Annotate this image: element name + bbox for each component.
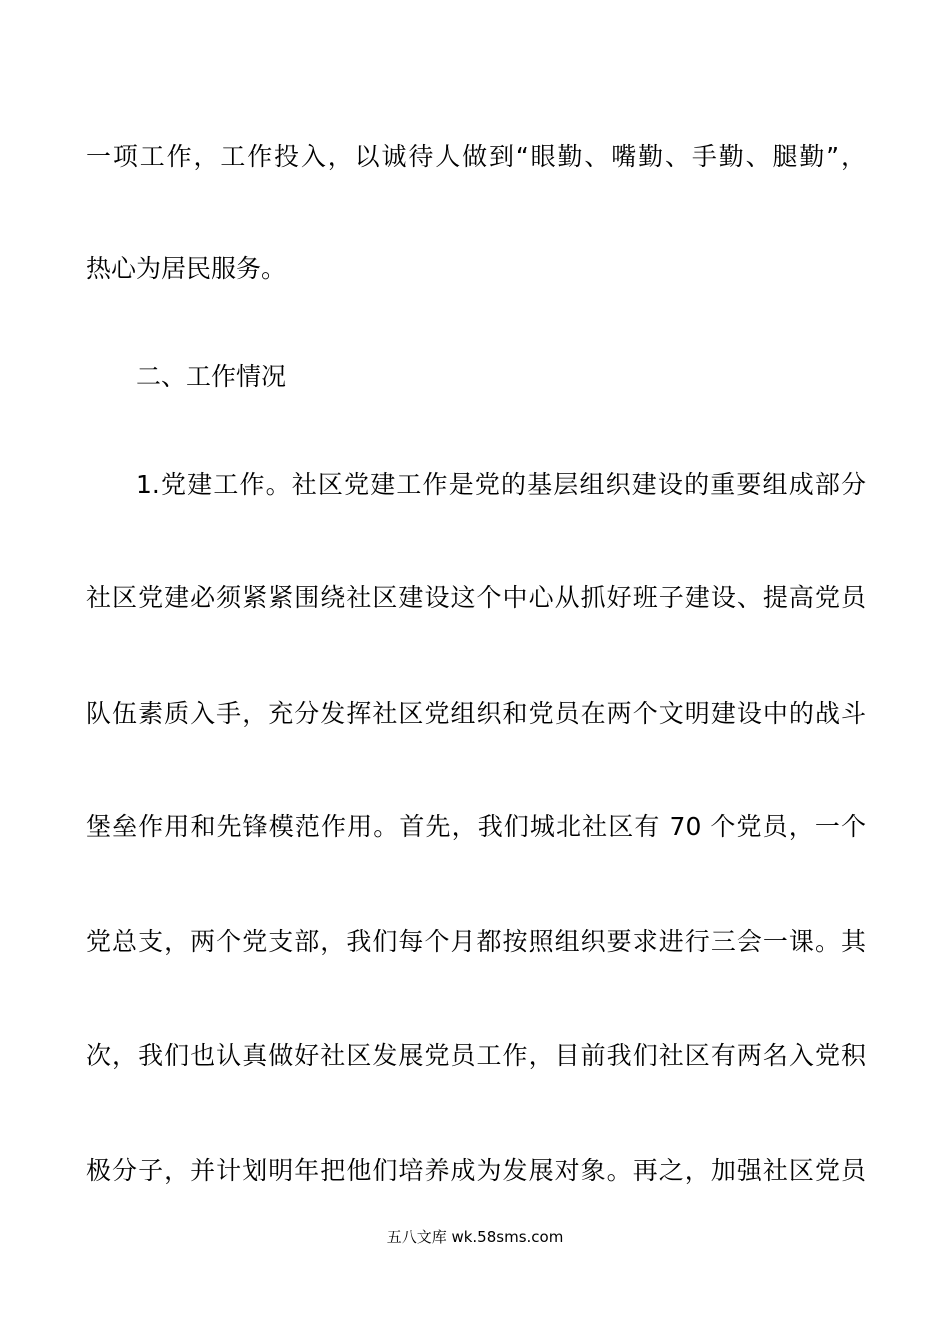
text-line-7: 堡垒作用和先锋模范作用。首先，我们城北社区有 70 个党员，一个 <box>86 812 866 841</box>
text-line-6: 队伍素质入手，充分发挥社区党组织和党员在两个文明建设中的战斗 <box>86 699 866 728</box>
section-heading: 二、工作情况 <box>136 362 287 391</box>
text-line-4: 1.党建工作。社区党建工作是党的基层组织建设的重要组成部分 <box>136 470 866 499</box>
text-line-9: 次，我们也认真做好社区发展党员工作，目前我们社区有两名入党积 <box>86 1041 866 1070</box>
footer-watermark: 五八文库 wk.58sms.com <box>386 1228 564 1246</box>
text-line-10: 极分子，并计划明年把他们培养成为发展对象。再之，加强社区党员 <box>86 1156 866 1185</box>
text-line-2: 热心为居民服务。 <box>86 254 287 283</box>
text-line-1: 一项工作，工作投入，以诚待人做到“眼勤、嘴勤、手勤、腿勤”， <box>86 142 866 171</box>
text-line-8: 党总支，两个党支部，我们每个月都按照组织要求进行三会一课。其 <box>86 927 866 956</box>
text-line-5: 社区党建必须紧紧围绕社区建设这个中心从抓好班子建设、提高党员 <box>86 583 866 612</box>
